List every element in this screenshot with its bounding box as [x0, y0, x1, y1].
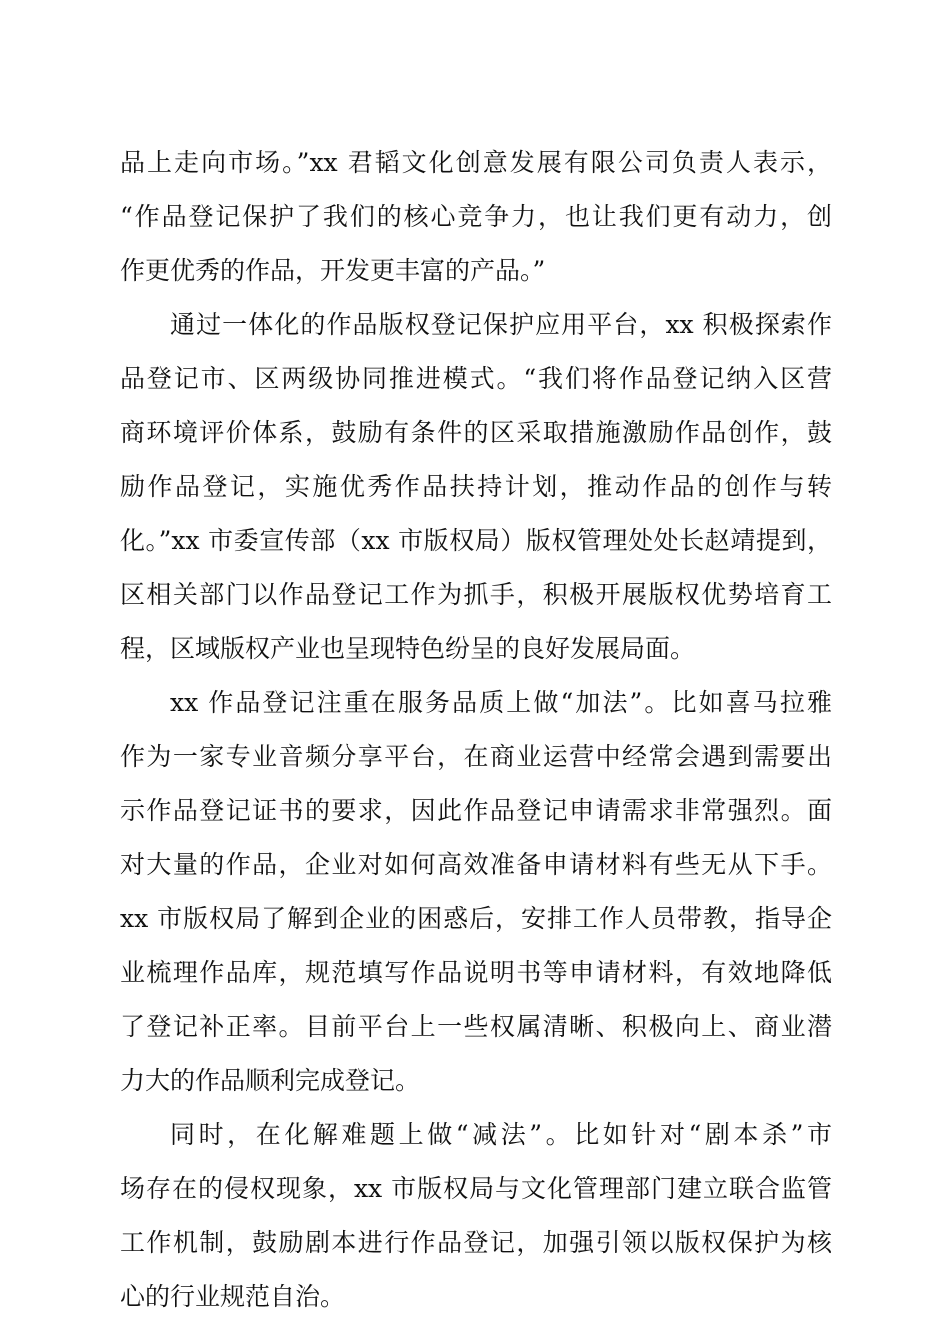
text-line: 程，区域版权产业也呈现特色纷呈的良好发展局面。 — [120, 634, 696, 663]
text-line: 商环境评价体系，鼓励有条件的区采取措施激励作品创作，鼓 — [120, 418, 832, 447]
text-line: 品登记市、区两级协同推进模式。“我们将作品登记纳入区营 — [120, 364, 832, 393]
text-line: 示作品登记证书的要求，因此作品登记申请需求非常强烈。面 — [120, 796, 832, 825]
text-line: “作品登记保护了我们的核心竞争力，也让我们更有动力，创 — [120, 202, 832, 231]
paragraph-2 — [120, 298, 832, 676]
paragraph-3 — [120, 676, 832, 1108]
text-line: 励作品登记，实施优秀作品扶持计划，推动作品的创作与转 — [120, 472, 832, 501]
paragraph-4 — [120, 1108, 832, 1324]
text-line: 化。”xx 市委宣传部（xx 市版权局）版权管理处处长赵靖提到， — [120, 526, 832, 555]
text-line: 场存在的侵权现象，xx 市版权局与文化管理部门建立联合监管 — [120, 1174, 832, 1203]
text-line: 了登记补正率。目前平台上一些权属清晰、积极向上、商业潜 — [120, 1012, 832, 1041]
text-line: 同时，在化解难题上做“减法”。比如针对“剧本杀”市 — [170, 1120, 832, 1149]
text-line: 通过一体化的作品版权登记保护应用平台，xx 积极探索作 — [170, 310, 832, 339]
text-line: 作为一家专业音频分享平台，在商业运营中经常会遇到需要出 — [120, 742, 832, 771]
text-line: 心的行业规范自治。 — [120, 1282, 346, 1311]
paragraph-1 — [120, 136, 832, 298]
text-line: 业梳理作品库，规范填写作品说明书等申请材料，有效地降低 — [120, 958, 832, 987]
text-line: xx 市版权局了解到企业的困惑后，安排工作人员带教，指导企 — [120, 904, 832, 933]
text-line: 力大的作品顺利完成登记。 — [120, 1066, 421, 1095]
text-line: 区相关部门以作品登记工作为抓手，积极开展版权优势培育工 — [120, 580, 832, 609]
body-text — [120, 136, 832, 1324]
text-line: 工作机制，鼓励剧本进行作品登记，加强引领以版权保护为核 — [120, 1228, 832, 1257]
text-line: 对大量的作品，企业对如何高效准备申请材料有些无从下手。 — [120, 850, 832, 879]
text-line: 作更优秀的作品，开发更丰富的产品。” — [120, 256, 546, 285]
text-line: 品上走向市场。”xx 君韬文化创意发展有限公司负责人表示， — [120, 148, 832, 177]
text-line: xx 作品登记注重在服务品质上做“加法”。比如喜马拉雅 — [170, 688, 832, 717]
